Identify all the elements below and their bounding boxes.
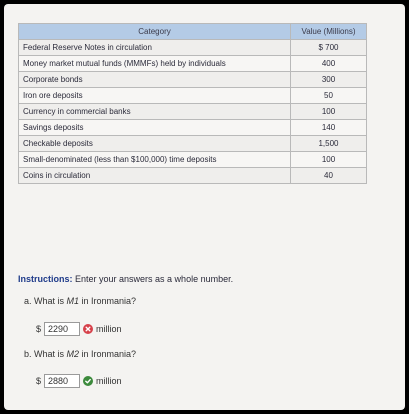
row-value: 50 <box>291 88 367 104</box>
table-row <box>19 40 367 56</box>
instructions-label: Instructions: <box>18 274 73 284</box>
question-a-term: M1 <box>66 296 80 306</box>
answer-b-unit: million <box>96 376 122 386</box>
answer-b-dollar: $ <box>36 376 42 386</box>
table-header-row <box>19 24 367 40</box>
answer-b-input[interactable]: 2880 <box>44 374 80 388</box>
answer-b-row <box>36 374 122 388</box>
answer-a-input[interactable]: 2290 <box>44 322 80 336</box>
row-category: Currency in commercial banks <box>19 104 291 120</box>
table-row <box>19 168 367 184</box>
answer-a-dollar: $ <box>36 324 42 334</box>
table-row <box>19 136 367 152</box>
header-category: Category <box>19 24 291 40</box>
row-category: Small-denominated (less than $100,000) time deposits <box>19 152 291 168</box>
question-b <box>24 349 136 359</box>
table-row <box>19 120 367 136</box>
question-a-prefix: a. What is <box>24 296 67 306</box>
table-row <box>19 104 367 120</box>
row-value: 140 <box>291 120 367 136</box>
question-panel <box>4 4 405 410</box>
row-value: 40 <box>291 168 367 184</box>
question-b-suffix: in Ironmania? <box>79 349 137 359</box>
row-value: $ 700 <box>291 40 367 56</box>
question-a-suffix: in Ironmania? <box>79 296 137 306</box>
question-b-term: M2 <box>66 349 80 359</box>
header-value: Value (Millions) <box>291 24 367 40</box>
row-category: Money market mutual funds (MMMFs) held by individuals <box>19 56 291 72</box>
check-circle-icon <box>83 376 93 386</box>
row-category: Federal Reserve Notes in circulation <box>19 40 291 56</box>
table-row <box>19 72 367 88</box>
question-b-prefix: b. What is <box>24 349 67 359</box>
table-row <box>19 56 367 72</box>
money-supply-table <box>18 23 367 184</box>
answer-a-row <box>36 322 122 336</box>
table-row <box>19 152 367 168</box>
row-value: 400 <box>291 56 367 72</box>
row-value: 100 <box>291 152 367 168</box>
answer-a-unit: million <box>96 324 122 334</box>
row-category: Iron ore deposits <box>19 88 291 104</box>
table-row <box>19 88 367 104</box>
row-category: Checkable deposits <box>19 136 291 152</box>
row-value: 1,500 <box>291 136 367 152</box>
row-category: Coins in circulation <box>19 168 291 184</box>
question-a <box>24 296 136 306</box>
row-category: Savings deposits <box>19 120 291 136</box>
row-value: 100 <box>291 104 367 120</box>
instructions-text: Enter your answers as a whole number. <box>72 274 234 284</box>
x-circle-icon <box>83 324 93 334</box>
row-value: 300 <box>291 72 367 88</box>
instructions <box>18 274 233 284</box>
row-category: Corporate bonds <box>19 72 291 88</box>
